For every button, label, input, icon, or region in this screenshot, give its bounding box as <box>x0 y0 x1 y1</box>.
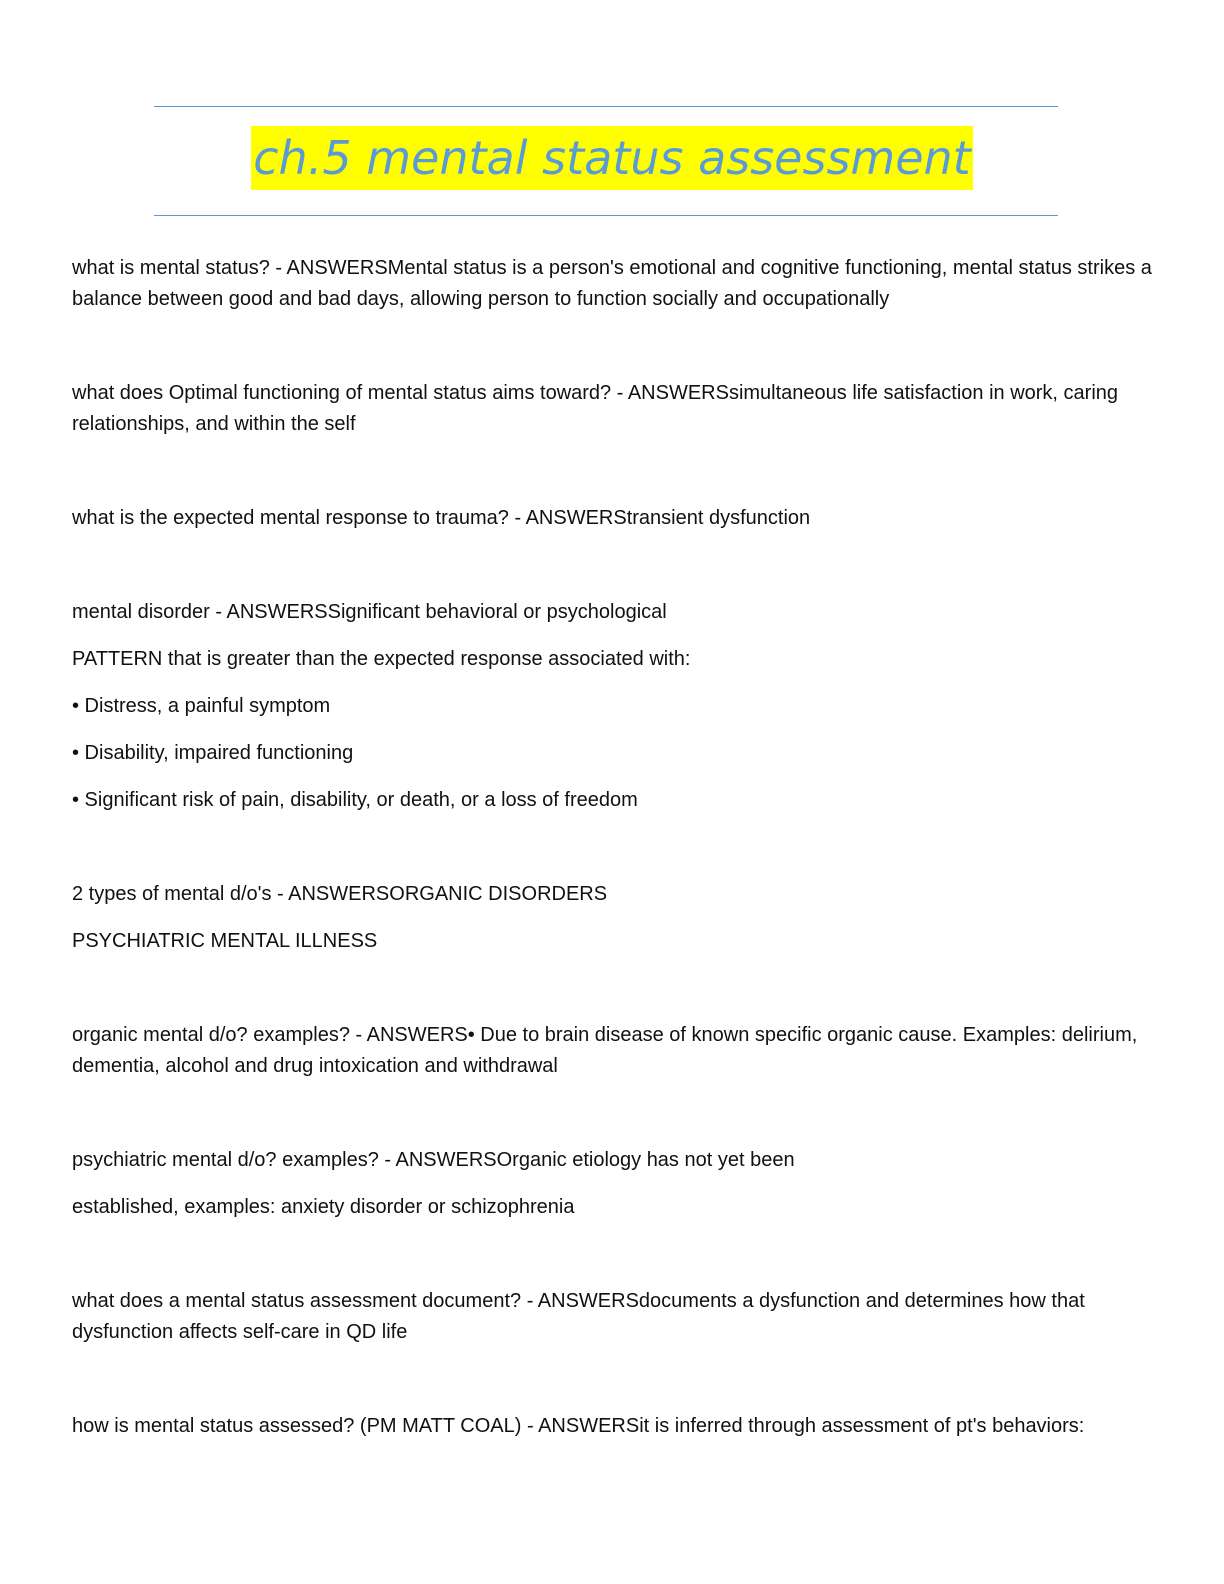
qa-text: what does Optimal functioning of mental status aims toward? - ANSWERSsimultaneous life satisfaction in work, caring relationships, and within the self <box>72 382 1119 435</box>
qa-entry <box>72 1286 1152 1348</box>
title-top-rule <box>154 106 1058 107</box>
qa-entry <box>72 1411 1152 1442</box>
qa-text: how is mental status assessed? (PM MATT COAL) - ANSWERSit is inferred through assessment of pt's behaviors: <box>72 1415 1085 1437</box>
qa-text: organic mental d/o? examples? - ANSWERS• Due to brain disease of known specific organic cause. Examples: delirium, dementia, alcohol and drug intoxication and withdrawal <box>72 1024 1138 1077</box>
page-title: ch.5 mental status assessment <box>251 126 972 190</box>
qa-entry <box>72 253 1152 315</box>
title-bottom-rule <box>154 215 1058 216</box>
qa-text: mental disorder - ANSWERSSignificant behavioral or psychological <box>72 601 667 623</box>
qa-entry <box>72 503 1152 534</box>
bullet-item: • Distress, a painful symptom <box>72 695 331 717</box>
title-container <box>0 126 1224 190</box>
qa-entry <box>72 879 1152 957</box>
qa-text: PATTERN that is greater than the expected response associated with: <box>72 648 691 670</box>
qa-text: what is the expected mental response to trauma? - ANSWERStransient dysfunction <box>72 507 811 529</box>
qa-entry <box>72 1020 1152 1082</box>
qa-text: what is mental status? - ANSWERSMental status is a person's emotional and cognitive functioning, mental status strikes a balance between good and bad days, allowing person to function socially and occupationally <box>72 257 1152 310</box>
qa-text: psychiatric mental d/o? examples? - ANSWERSOrganic etiology has not yet been <box>72 1149 795 1171</box>
qa-entry <box>72 1145 1152 1223</box>
qa-list <box>72 253 1152 1442</box>
qa-text: what does a mental status assessment document? - ANSWERSdocuments a dysfunction and determines how that dysfunction affects self-care in QD life <box>72 1290 1085 1343</box>
qa-entry <box>72 378 1152 440</box>
qa-text: 2 types of mental d/o's - ANSWERSORGANIC DISORDERS <box>72 883 608 905</box>
qa-text: PSYCHIATRIC MENTAL ILLNESS <box>72 930 378 952</box>
qa-text: established, examples: anxiety disorder or schizophrenia <box>72 1196 575 1218</box>
bullet-item: • Significant risk of pain, disability, or death, or a loss of freedom <box>72 789 638 811</box>
bullet-item: • Disability, impaired functioning <box>72 742 354 764</box>
qa-entry <box>72 597 1152 816</box>
